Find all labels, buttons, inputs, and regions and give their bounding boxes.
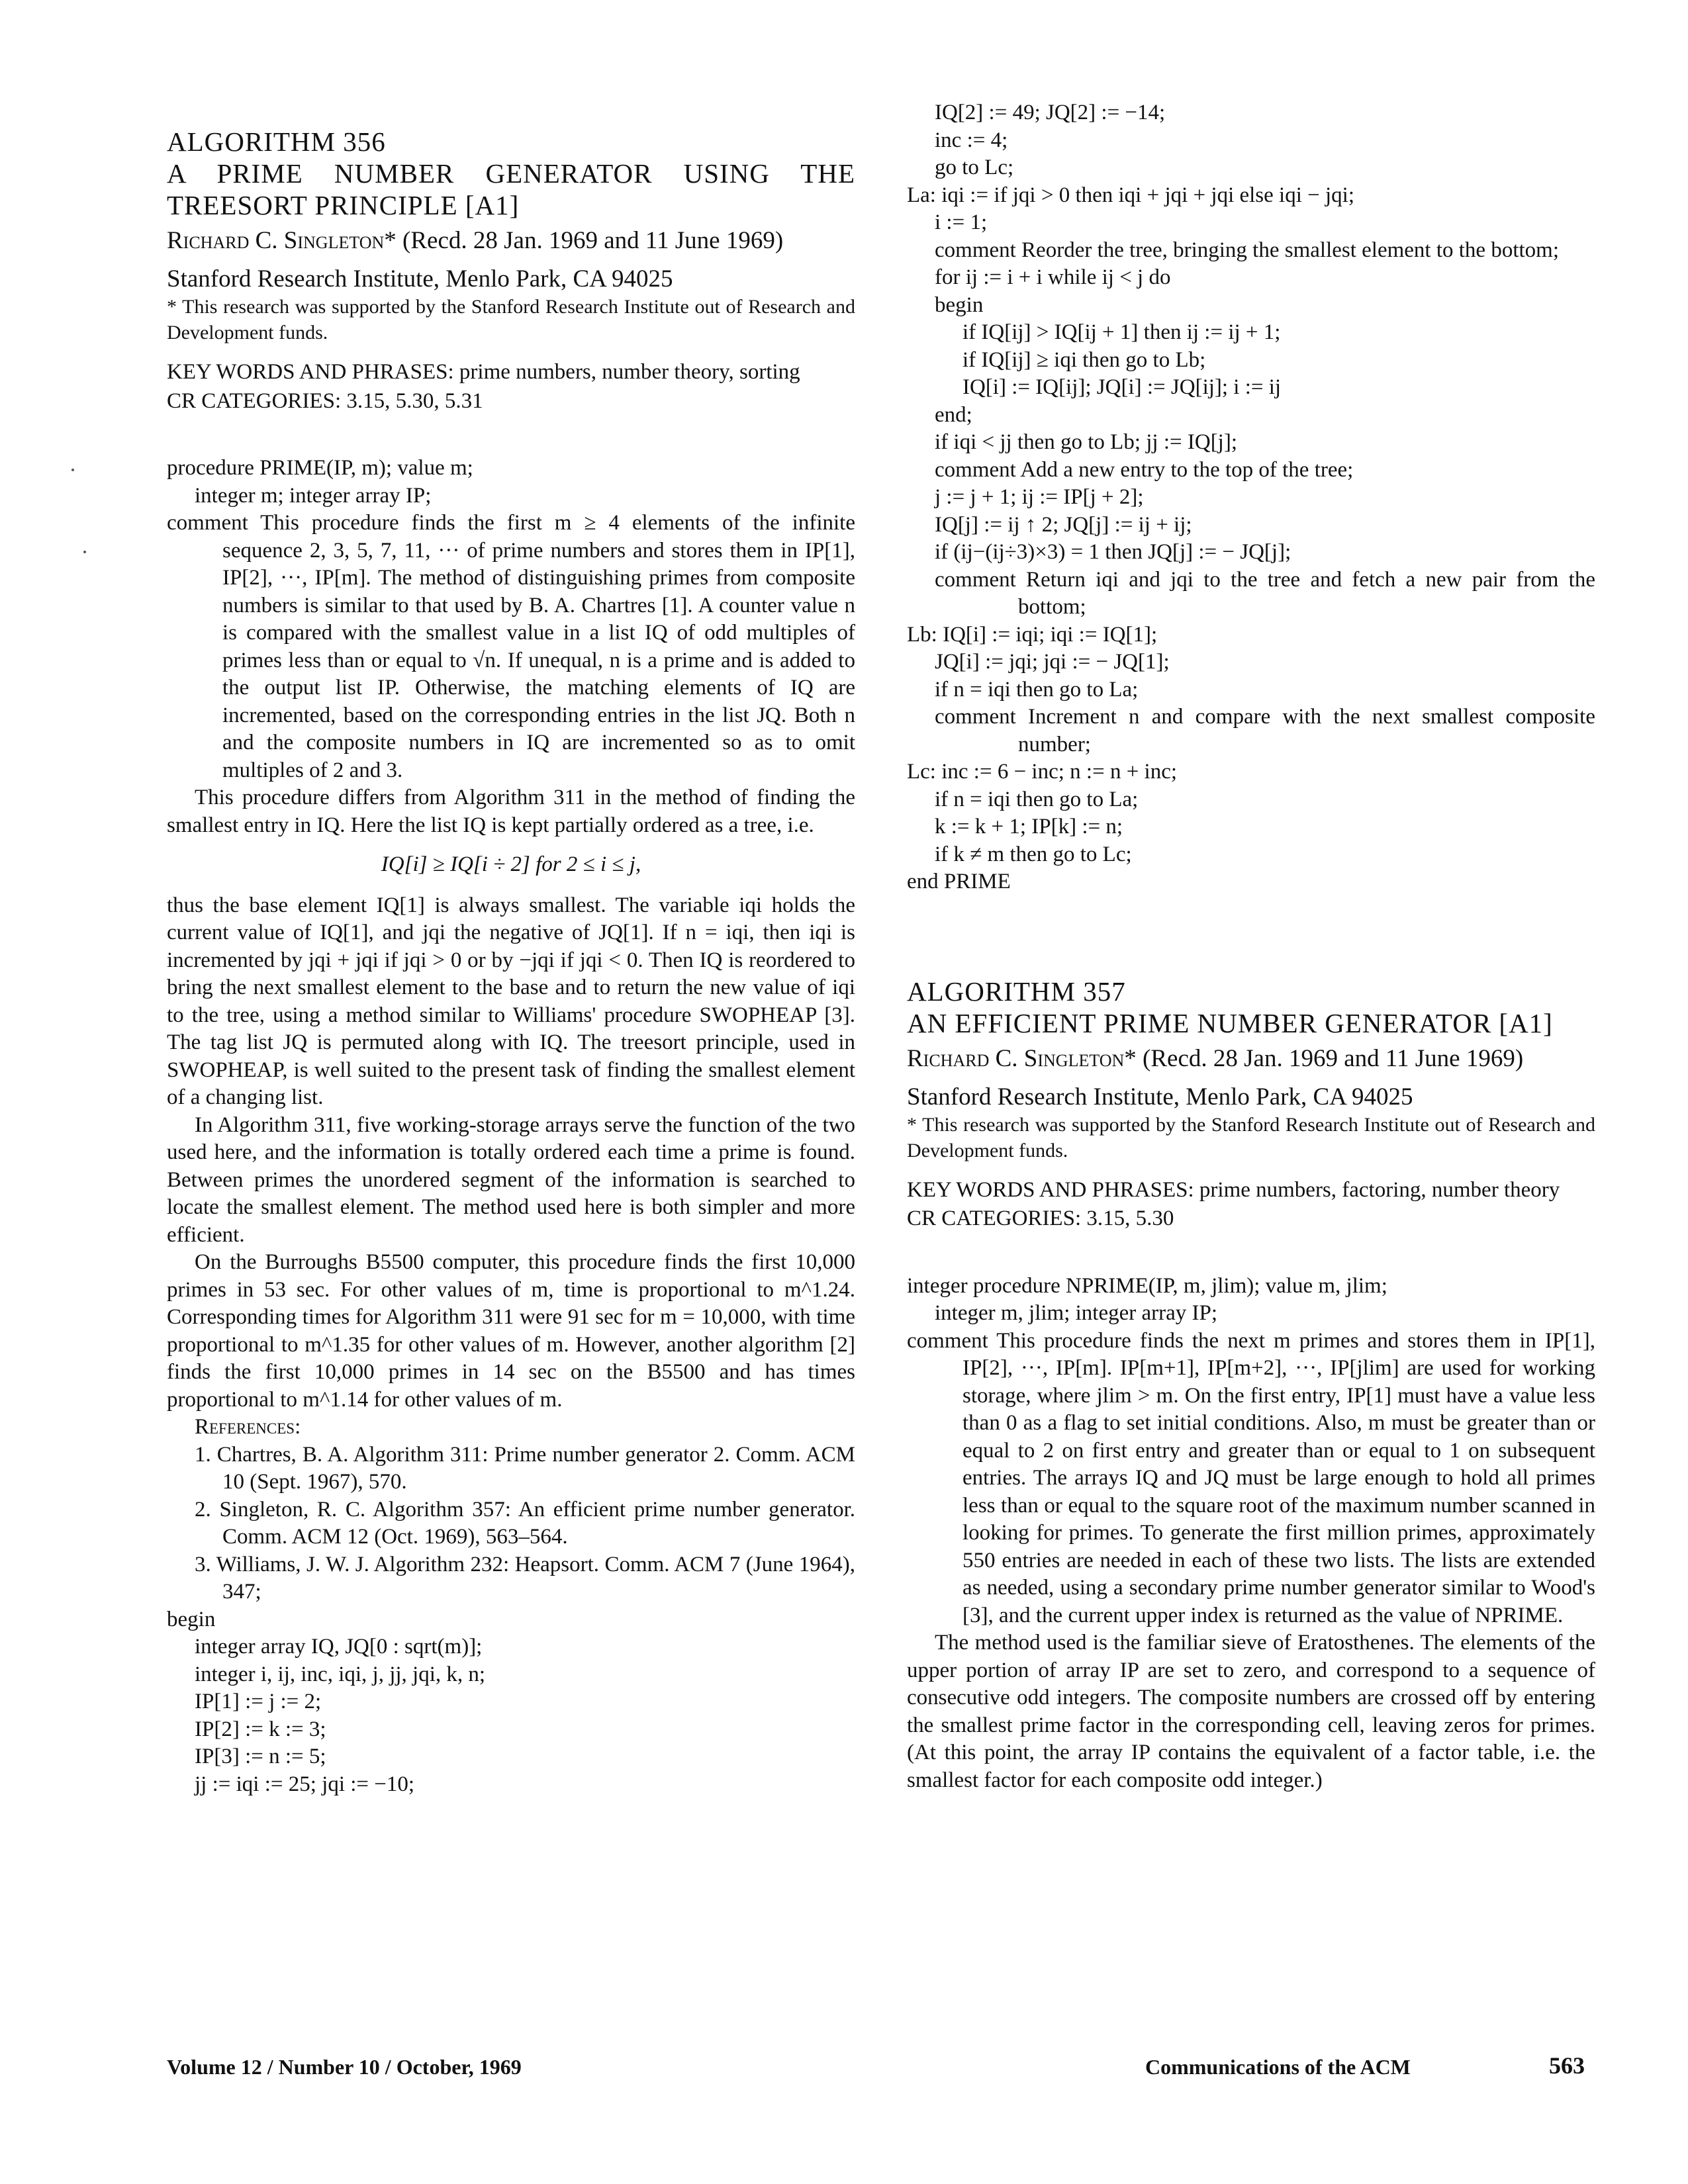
procedure-comment: comment This procedure finds the first m ≥ 4 elements of the infinite sequence 2, 3, 5, 7, 11, ··· of prime numbers and stores them in IP[1], IP[2], ···, IP[m]. The method of distinguishing primes from composite numbers is similar to that used by B. A. Chartres [1]. A counter value n is compared with the smallest value in a list IQ of odd multiples of primes less than or equal to √n. If unequal, n is a prime and is added to the output list IP. Otherwise, the matching elements of IQ are incremented, based on the corresponding entries in the list JQ. Both n and the composite numbers in IQ are incremented so as to omit multiples of 2 and 3. [167,511,855,782]
code-comment: comment Reorder the tree, bringing the smallest element to the bottom; [935,238,1559,262]
procedure-declarations: integer m; integer array IP; [195,483,432,508]
algorithm-357-title: AN EFFICIENT PRIME NUMBER GENERATOR [A1] [907,1007,1553,1038]
algorithm-357-cr-categories: CR CATEGORIES: 3.15, 5.30 [907,1206,1174,1230]
author-name: Richard C. Singleton [167,227,385,254]
code-line: if n = iqi then go to La; [935,787,1139,811]
code-line: if IQ[ij] > IQ[ij + 1] then ij := ij + 1; [962,320,1281,344]
algorithm-356-footnote: * This research was supported by the Stanford Research Institute out of Research and Development funds. [167,296,855,343]
code-line: i := 1; [935,210,988,234]
code-line: if (ij−(ij÷3)×3) = 1 then JQ[j] := − JQ[j]; [935,540,1291,564]
algorithm-356-author [167,226,855,255]
algorithm-357-author [907,1044,1595,1073]
code-line: IQ[j] := ij ↑ 2; JQ[j] := ij + ij; [935,512,1192,537]
procedure-heading: procedure PRIME(IP, m); value m; [167,456,473,480]
algorithm-357-number: ALGORITHM 357 [907,976,1126,1007]
code-line: end; [935,402,972,427]
algorithm-356-institution: Stanford Research Institute, Menlo Park, CA 94025 [167,265,673,293]
scan-mark [71,469,74,471]
algorithm-357-footnote: * This research was supported by the Stanford Research Institute out of Research and Development funds. [907,1113,1595,1161]
code-line: if n = iqi then go to La; [935,677,1139,702]
code-line: end PRIME [907,870,1011,893]
procedure-declarations: integer m, jlim; integer array IP; [935,1301,1218,1325]
algorithm-356-title: A PRIME NUMBER GENERATOR USING THE TREESORT PRINCIPLE [A1] [167,158,855,220]
code-line: IQ[2] := 49; JQ[2] := −14; [935,101,1166,124]
code-line: integer i, ij, inc, iqi, j, jj, jqi, k, n; [195,1662,486,1686]
code-line: Lc: inc := 6 − inc; n := n + inc; [907,760,1178,784]
procedure-heading: integer procedure NPRIME(IP, m, jlim); value m, jlim; [907,1273,1387,1298]
left-column [167,126,855,1798]
author-received: * (Recd. 28 Jan. 1969 and 11 June 1969) [1124,1044,1524,1072]
code-line: for ij := i + i while ij < j do [935,265,1171,289]
code-comment: comment Return iqi and jqi to the tree and fetch a new pair from the bottom; [935,567,1595,619]
code-line: begin [167,1607,216,1631]
code-line: go to Lc; [935,156,1014,179]
code-line: Lb: IQ[i] := iqi; iqi := IQ[1]; [907,622,1158,647]
page-number: 563 [1549,2052,1585,2079]
algorithm-356-number: ALGORITHM 356 [167,126,386,157]
paragraph-treesort: This procedure differs from Algorithm 311 in the method of finding the smallest entry in IQ. Here the list IQ is kept partially ordered as a tree, i.e. [167,786,855,837]
code-line: integer array IQ, JQ[0 : sqrt(m)]; [195,1635,483,1659]
code-line: if iqi < jj then go to Lb; jj := IQ[j]; [935,430,1238,454]
paragraph-algorithm-311: In Algorithm 311, five working-storage arrays serve the function of the two used here, and the information is totally ordered each time a prime is found. Between primes the unordered segment of the information is searched to locate the smallest element. The method used here is both simpler and more efficient. [167,1113,855,1247]
paragraph-sieve: The method used is the familiar sieve of Eratosthenes. The elements of the upper portion of array IP are set to zero, and correspond to a sequence of consecutive odd integers. The composite numbers are crossed off by entering the smallest prime factor in the corresponding cell, leaving zeros for primes. (At this point, the array IP contains the equivalent of a factor table, i.e. the smallest factor for each composite odd integer.) [907,1631,1595,1792]
code-line: inc := 4; [935,128,1008,152]
code-line: JQ[i] := jqi; jqi := − JQ[1]; [935,650,1170,674]
code-comment: comment Add a new entry to the top of the tree; [935,457,1354,482]
algorithm-356-keywords: KEY WORDS AND PHRASES: prime numbers, number theory, sorting [167,360,800,384]
author-name: Richard C. Singleton [907,1044,1125,1072]
footer-journal: Communications of the ACM [1145,2055,1411,2079]
paragraph-timing: On the Burroughs B5500 computer, this procedure finds the first 10,000 primes in 53 sec. For other values of m, time is proportional to m^1.24. Corresponding times for Algorithm 311 were 91 sec for m = 10,000, with time proportional to m^1.35 for other values of m. However, another algorithm [2] finds the first 10,000 primes in 14 sec on the B5500 and has times proportional to m^1.14 for other values of m. [167,1250,855,1412]
reference-item: 3. Williams, J. W. J. Algorithm 232: Heapsort. Comm. ACM 7 (June 1964), 347; [195,1552,855,1604]
code-line: La: iqi := if jqi > 0 then iqi + jqi + jqi else iqi − jqi; [907,183,1355,207]
references-heading: References: [195,1415,301,1439]
procedure-comment: comment This procedure finds the next m primes and stores them in IP[1], IP[2], ···, IP[m]. IP[m+1], IP[m+2], ···, IP[jlim] are used for working storage, where jlim > m. On the first entry, IP[1] must have a value less than 0 as a flag to set initial conditions. Also, m must be greater than or equal to 2 on first entry and greater than or equal to 1 on subsequent entries. The arrays IQ and JQ must be large enough to hold all primes less than or equal to the square root of the maximum number scanned in looking for primes. To generate the first million primes, approximately 550 entries are needed in each of these two lists. The lists are extended as needed, using a secondary prime number generator similar to Wood's [3], and the current upper index is returned as the value of NPRIME. [907,1328,1595,1627]
code-line: IP[1] := j := 2; [195,1690,322,1713]
code-comment: comment Increment n and compare with the next smallest composite number; [935,705,1595,756]
footer-volume: Volume 12 / Number 10 / October, 1969 [167,2055,522,2079]
code-line: IP[2] := k := 3; [195,1717,326,1741]
code-line: jj := iqi := 25; jqi := −10; [195,1772,415,1796]
code-line: IP[3] := n := 5; [195,1745,326,1768]
reference-item: 2. Singleton, R. C. Algorithm 357: An efficient prime number generator. Comm. ACM 12 (Oct. 1969), 563–564. [195,1497,855,1549]
code-line: j := j + 1; ij := IP[j + 2]; [935,485,1144,509]
algorithm-357-institution: Stanford Research Institute, Menlo Park, CA 94025 [907,1083,1413,1111]
reference-item: 1. Chartres, B. A. Algorithm 311: Prime number generator 2. Comm. ACM 10 (Sept. 1967), 570. [195,1442,855,1494]
algorithm-357-keywords: KEY WORDS AND PHRASES: prime numbers, factoring, number theory [907,1177,1560,1202]
code-line: if k ≠ m then go to Lc; [935,842,1132,866]
code-line: k := k + 1; IP[k] := n; [935,815,1123,839]
scan-mark [83,551,86,553]
tree-order-formula: IQ[i] ≥ IQ[i ÷ 2] for 2 ≤ i ≤ j, [381,852,641,876]
paragraph-base-element: thus the base element IQ[1] is always smallest. The variable iqi holds the current value of IQ[1], and jqi the negative of JQ[1]. If n = iqi, then iqi is incremented by jqi + jqi if jqi > 0 or by −jqi if jqi < 0. Then IQ is reordered to bring the next smallest element to the base and to return the new value of iqi to the tree, using a method similar to Williams' procedure SWOPHEAP [3]. The tag list JQ is permuted along with IQ. The treesort principle, used in SWOPHEAP, is well suited to the present task of finding the smallest element of a changing list. [167,893,855,1109]
author-received: * (Recd. 28 Jan. 1969 and 11 June 1969) [384,227,784,254]
code-line: IQ[i] := IQ[ij]; JQ[i] := JQ[ij]; i := ij [962,375,1282,399]
algorithm-356-cr-categories: CR CATEGORIES: 3.15, 5.30, 5.31 [167,388,483,413]
right-column [907,99,1595,1794]
code-line: if IQ[ij] ≥ iqi then go to Lb; [962,347,1206,372]
code-line: begin [935,293,984,317]
